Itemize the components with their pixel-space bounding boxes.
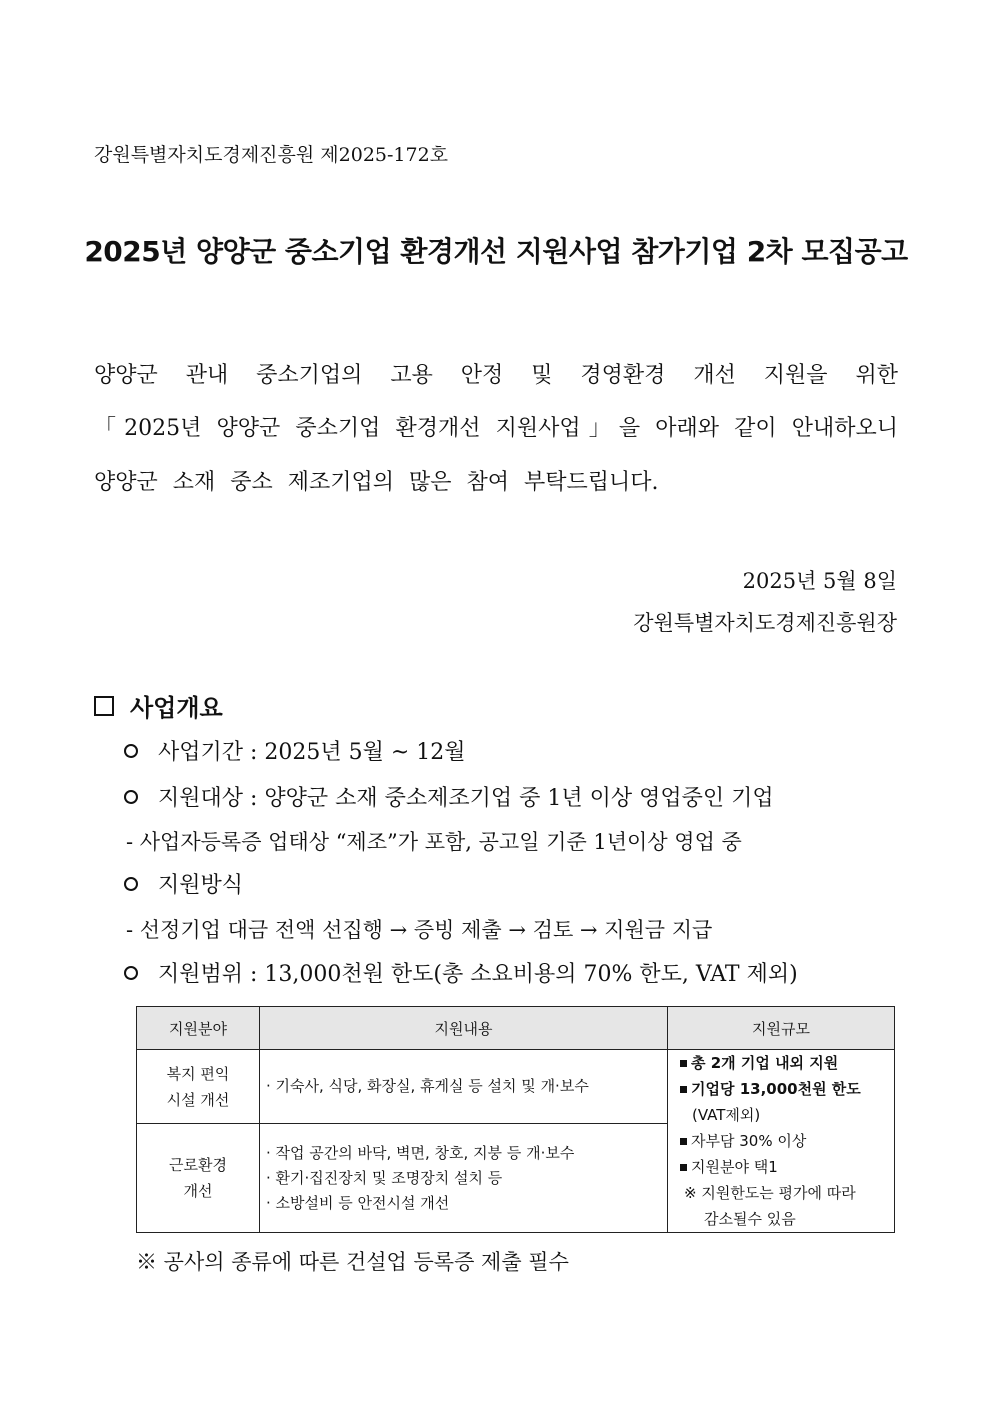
circle-bullet-icon <box>124 877 138 891</box>
header-field: 지원분야 <box>137 1007 260 1050</box>
scale-item: 자부담 30% 이상 <box>680 1128 894 1154</box>
checkbox-icon <box>94 696 114 716</box>
method-note: - 선정기업 대금 전액 선집행 → 증빙 제출 → 검토 → 지원금 지급 <box>126 918 713 942</box>
header-contents: 지원내용 <box>260 1007 668 1050</box>
field-line: 시설 개선 <box>166 1090 230 1109</box>
page-title: 2025년 양양군 중소기업 환경개선 지원사업 참가기업 2차 모집공고 <box>84 235 908 268</box>
field-line: 개선 <box>183 1182 213 1201</box>
field-cell <box>137 1124 260 1233</box>
scale-item-sub: (VAT제외) <box>692 1106 761 1124</box>
square-bullet-icon <box>680 1164 687 1171</box>
range-text: 지원범위 : 13,000천원 한도(총 소요비용의 70% 한도, VAT 제외) <box>158 962 798 987</box>
footnote: ※ 공사의 종류에 따른 건설업 등록증 제출 필수 <box>136 1250 569 1274</box>
scale-item: 지원분야 택1 <box>680 1154 894 1180</box>
table-header-row <box>137 1007 895 1050</box>
field-line: 근로환경 <box>169 1156 227 1175</box>
scale-cell <box>668 1050 895 1233</box>
square-bullet-icon <box>680 1086 687 1093</box>
circle-bullet-icon <box>124 790 138 804</box>
header-scale: 지원규모 <box>668 1007 895 1050</box>
scale-item: 기업당 13,000천원 한도 <box>680 1076 894 1102</box>
intro-line-2: 「2025년 양양군 중소기업 환경개선 지원사업」을 아래와 같이 안내하오니 <box>94 416 898 441</box>
contents-cell <box>260 1050 668 1124</box>
scale-note: 감소될수 있음 <box>704 1210 796 1228</box>
square-bullet-icon <box>680 1138 687 1145</box>
section-heading-label: 사업개요 <box>130 693 223 722</box>
issuer-name: 강원특별자치도경제진흥원장 <box>633 611 897 635</box>
period-text: 사업기간 : 2025년 5월 ~ 12월 <box>158 740 466 765</box>
method-text: 지원방식 <box>158 873 244 898</box>
field-cell <box>137 1050 260 1124</box>
section-heading <box>94 688 223 723</box>
target-note: - 사업자등록증 업태상 “제조”가 포함, 공고일 기준 1년이상 영업 중 <box>126 830 742 854</box>
table-row <box>137 1050 895 1124</box>
intro-line-3: 양양군 소재 중소 제조기업의 많은 참여 부탁드립니다. <box>94 470 659 495</box>
range-item <box>124 957 798 988</box>
method-item <box>124 868 243 899</box>
contents-cell <box>260 1124 668 1233</box>
target-item <box>124 781 774 812</box>
circle-bullet-icon <box>124 966 138 980</box>
scale-item: 총 2개 기업 내외 지원 <box>680 1050 894 1076</box>
scale-note: ※ 지원한도는 평가에 따라 <box>684 1184 856 1202</box>
contents-line: · 소방설비 등 안전시설 개선 <box>266 1193 450 1212</box>
contents-line: · 작업 공간의 바닥, 벽면, 창호, 지붕 등 개·보수 <box>266 1143 575 1162</box>
contents-line: · 환기·집진장치 및 조명장치 설치 등 <box>266 1168 503 1187</box>
intro-line-1: 양양군 관내 중소기업의 고용 안정 및 경영환경 개선 지원을 위한 <box>94 363 898 388</box>
period-item <box>124 735 466 766</box>
circle-bullet-icon <box>124 744 138 758</box>
announcement-date: 2025년 5월 8일 <box>742 569 897 593</box>
support-table <box>136 1006 895 1233</box>
square-bullet-icon <box>680 1060 687 1067</box>
contents-line: · 기숙사, 식당, 화장실, 휴게실 등 설치 및 개·보수 <box>266 1077 589 1096</box>
target-text: 지원대상 : 양양군 소재 중소제조기업 중 1년 이상 영업중인 기업 <box>158 786 774 811</box>
document-number: 강원특별자치도경제진흥원 제2025-172호 <box>94 144 449 166</box>
field-line: 복지 편익 <box>166 1064 230 1083</box>
